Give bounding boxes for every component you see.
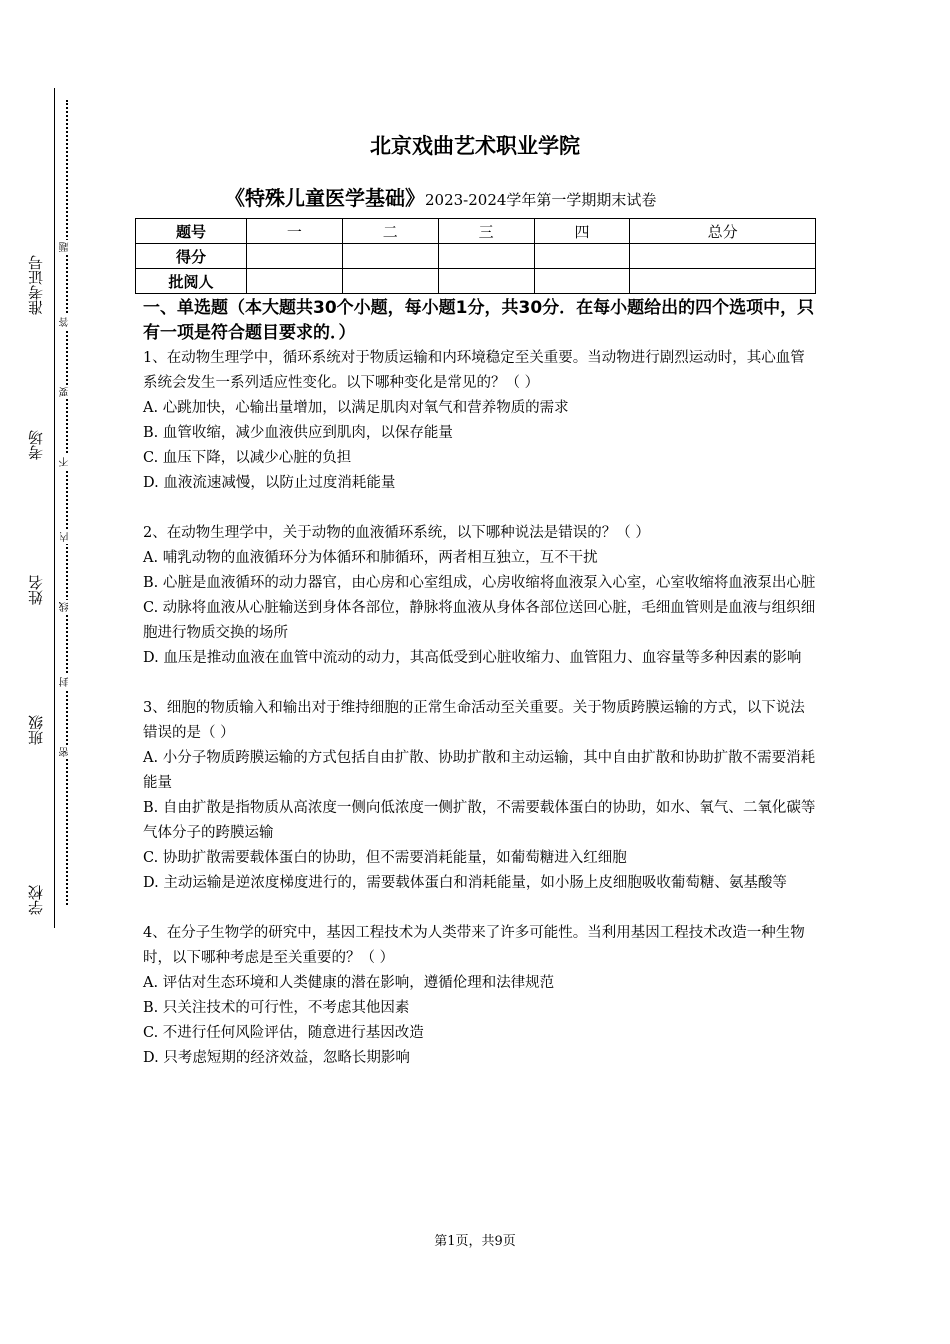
- column-header: 四: [534, 219, 630, 244]
- class-label: 班级: [24, 713, 48, 747]
- option-a: A. 小分子物质跨膜运输的方式包括自由扩散、协助扩散和主动运输，其中自由扩散和协助扩散不需要消耗能量: [143, 750, 816, 791]
- question-2: [143, 521, 818, 671]
- seal-char: 封: [60, 675, 74, 689]
- grader-cell: [630, 269, 816, 294]
- course-name: 《特殊儿童医学基础》: [225, 186, 425, 210]
- option-c: C. 协助扩散需要载体蛋白的协助，但不需要消耗能量，如葡萄糖进入红细胞: [143, 850, 627, 866]
- column-header: 总分: [630, 219, 816, 244]
- grader-cell: [342, 269, 438, 294]
- option-b: B. 血管收缩，减少血液供应到肌肉，以保存能量: [143, 425, 453, 441]
- option-a: A. 心跳加快，心输出量增加，以满足肌肉对氧气和营养物质的需求: [143, 400, 569, 416]
- score-cell: [342, 244, 438, 269]
- question-stem: 3、细胞的物质输入和输出对于维持细胞的正常生命活动至关重要。关于物质跨膜运输的方式，以下说法错误的是（ ）: [143, 700, 805, 741]
- score-cell: [630, 244, 816, 269]
- term-info: 2023-2024学年第一学期期末试卷: [425, 191, 657, 209]
- exam-content: [143, 296, 818, 1096]
- row-header-grader: 批阅人: [136, 269, 247, 294]
- score-cell: [247, 244, 343, 269]
- column-header: 三: [438, 219, 534, 244]
- school-title: 北京戏曲艺术职业学院: [370, 134, 580, 158]
- option-c: C. 血压下降，以减少心脏的负担: [143, 450, 352, 466]
- exam-subtitle: [225, 182, 825, 211]
- column-header: 二: [342, 219, 438, 244]
- option-c: C. 动脉将血液从心脏输送到身体各部位，静脉将血液从身体各部位送回心脏，毛细血管则是血液与组织细胞进行物质交换的场所: [143, 600, 816, 641]
- seal-dotted-line: [66, 100, 68, 905]
- question-4: [143, 921, 818, 1071]
- seal-char: 密: [60, 745, 74, 759]
- option-b: B. 只关注技术的可行性，不考虑其他因素: [143, 1000, 410, 1016]
- option-d: D. 血液流速减慢，以防止过度消耗能量: [143, 475, 396, 491]
- exam-id-label: 准考证号: [24, 253, 48, 317]
- school-label: 学校: [24, 883, 48, 917]
- option-d: D. 主动运输是逆浓度梯度进行的，需要载体蛋白和消耗能量，如小肠上皮细胞吸收葡萄糖、氨基酸等: [143, 875, 787, 891]
- seal-char: 题: [60, 240, 74, 254]
- table-row: [136, 269, 816, 294]
- seal-char: 不: [60, 455, 74, 469]
- option-d: D. 只考虑短期的经济效益，忽略长期影响: [143, 1050, 410, 1066]
- option-a: A. 评估对生态环境和人类健康的潜在影响，遵循伦理和法律规范: [143, 975, 555, 991]
- question-stem: 4、在分子生物学的研究中，基因工程技术为人类带来了许多可能性。当利用基因工程技术改造一种生物时，以下哪种考虑是至关重要的？（ ）: [143, 925, 805, 966]
- seal-line: [60, 100, 74, 905]
- seal-char: 线: [60, 600, 74, 614]
- exam-room-label: 考场: [24, 428, 48, 462]
- section-title: 一、单选题（本大题共30个小题，每小题1分，共30分．在每小题给出的四个选项中，只有一项是符合题目要求的．）: [143, 298, 815, 343]
- row-header-score: 得分: [136, 244, 247, 269]
- column-header: 一: [247, 219, 343, 244]
- option-d: D. 血压是推动血液在血管中流动的动力，其高低受到心脏收缩力、血管阻力、血容量等多种因素的影响: [143, 650, 802, 666]
- score-cell: [534, 244, 630, 269]
- option-b: B. 心脏是血液循环的动力器官，由心房和心室组成，心房收缩将血液泵入心室，心室收缩将血液泵出心脏: [143, 575, 816, 591]
- binding-line: [54, 88, 55, 928]
- grader-cell: [534, 269, 630, 294]
- score-cell: [438, 244, 534, 269]
- option-b: B. 自由扩散是指物质从高浓度一侧向低浓度一侧扩散，不需要载体蛋白的协助，如水、氧气、二氧化碳等气体分子的跨膜运输: [143, 800, 816, 841]
- score-table: [135, 218, 816, 294]
- question-3: [143, 696, 818, 896]
- question-1: [143, 346, 818, 496]
- table-row: [136, 219, 816, 244]
- seal-char: 内: [60, 530, 74, 544]
- table-row: [136, 244, 816, 269]
- option-a: A. 哺乳动物的血液循环分为体循环和肺循环，两者相互独立，互不干扰: [143, 550, 598, 566]
- row-header-question-no: 题号: [136, 219, 247, 244]
- page-footer: 第1页，共9页: [434, 1234, 516, 1249]
- name-label: 姓名: [24, 573, 48, 607]
- question-stem: 1、在动物生理学中，循环系统对于物质运输和内环境稳定至关重要。当动物进行剧烈运动时，其心血管系统会发生一系列适应性变化。以下哪种变化是常见的？（ ）: [143, 350, 805, 391]
- binding-strip: [18, 88, 56, 928]
- seal-char: 要: [60, 385, 74, 399]
- grader-cell: [438, 269, 534, 294]
- grader-cell: [247, 269, 343, 294]
- seal-char: 答: [60, 315, 74, 329]
- question-stem: 2、在动物生理学中，关于动物的血液循环系统，以下哪种说法是错误的？（ ）: [143, 525, 650, 541]
- option-c: C. 不进行任何风险评估，随意进行基因改造: [143, 1025, 424, 1041]
